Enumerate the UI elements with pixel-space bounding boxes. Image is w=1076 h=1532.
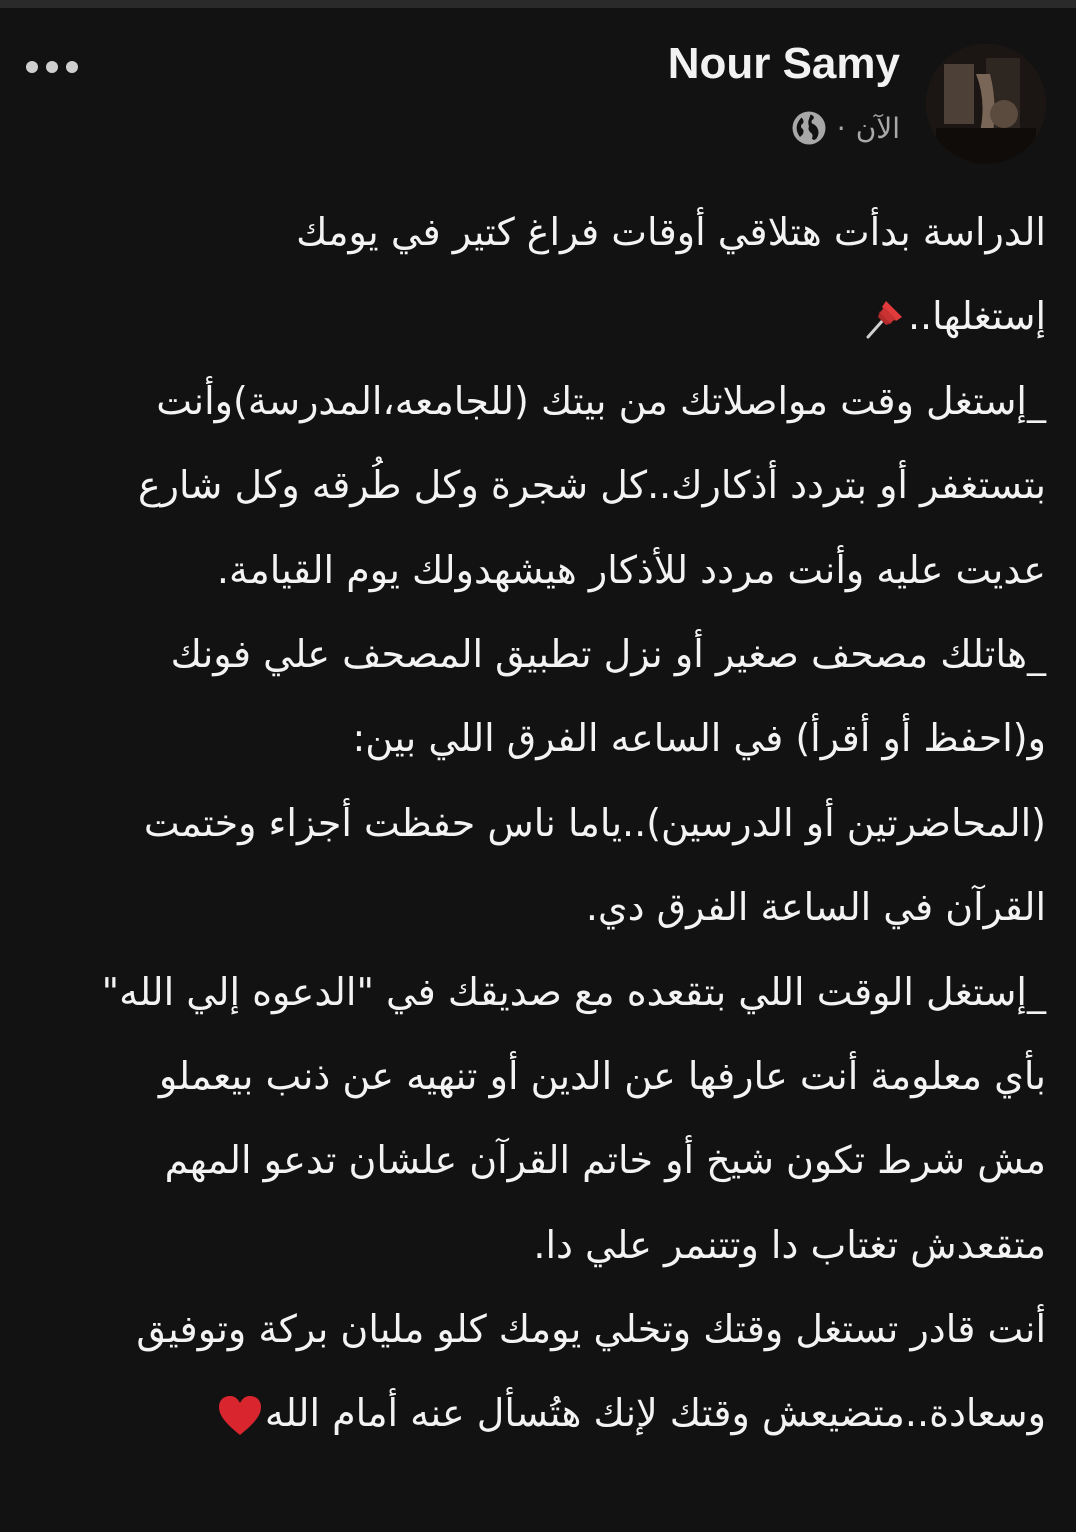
post-text-line: مش شرط تكون شيخ أو خاتم القرآن علشان تدعو المهم: [164, 1138, 1046, 1183]
post-text-line: الدراسة بدأت هتلاقي أوقات فراغ كتير في يومك: [296, 210, 1046, 254]
globe-icon[interactable]: [791, 110, 827, 146]
post-text-line: بتستغفر أو بتردد أذكارك..كل شجرة وكل طُرقه وكل شارع: [137, 463, 1046, 508]
post-text-line: أنت قادر تستغل وقتك وتخلي يومك كلو مليان بركة وتوفيق: [136, 1307, 1046, 1352]
post-text-line: [40, 274, 1046, 358]
post-time[interactable]: الآن: [855, 111, 900, 145]
avatar-image: [926, 44, 1046, 164]
red-heart-icon: [215, 1391, 265, 1441]
post-line-text: وسعادة..متضيعش وقتك لإنك هتُسأل عنه أمام الله: [264, 1391, 1046, 1436]
post-meta: [791, 108, 900, 148]
post-text-line: _إستغل وقت مواصلاتك من بيتك (للجامعه،المدرسة)وأنت: [156, 378, 1046, 423]
more-dot-icon: [26, 61, 38, 73]
post-body: [40, 190, 1046, 1456]
more-dot-icon: [46, 61, 58, 73]
meta-separator: ·: [836, 111, 846, 145]
post-text-line: [40, 1371, 1046, 1455]
more-dot-icon: [66, 61, 78, 73]
post-text-line: _إستغل الوقت اللي بتقعده مع صديقك في "الدعوه إلي الله": [101, 969, 1046, 1014]
post-text-line: عديت عليه وأنت مردد للأذكار هيشهدولك يوم القيامة.: [216, 547, 1046, 592]
author-avatar[interactable]: [926, 44, 1046, 164]
post-text-line: متقعدش تغتاب دا وتتنمر علي دا.: [533, 1222, 1046, 1267]
author-name[interactable]: Nour Samy: [667, 39, 900, 88]
status-bar-strip: [0, 0, 1076, 8]
post-text-line: _هاتلك مصحف صغير أو نزل تطبيق المصحف علي فونك: [170, 631, 1046, 676]
post-text-line: و(احفظ أو أقرأ) في الساعه الفرق اللي بين:: [352, 716, 1046, 761]
post-line-text: إستغلها..: [907, 294, 1046, 339]
pushpin-icon: [860, 295, 908, 343]
post-text-line: (المحاضرتين أو الدرسين)..ياما ناس حفظت أجزاء وختمت: [143, 800, 1046, 845]
post-text-line: القرآن في الساعة الفرق دي.: [585, 885, 1046, 930]
post-text-line: بأي معلومة أنت عارفها عن الدين أو تنهيه عن ذنب بيعملو: [158, 1053, 1046, 1098]
more-options-button[interactable]: [26, 52, 98, 82]
